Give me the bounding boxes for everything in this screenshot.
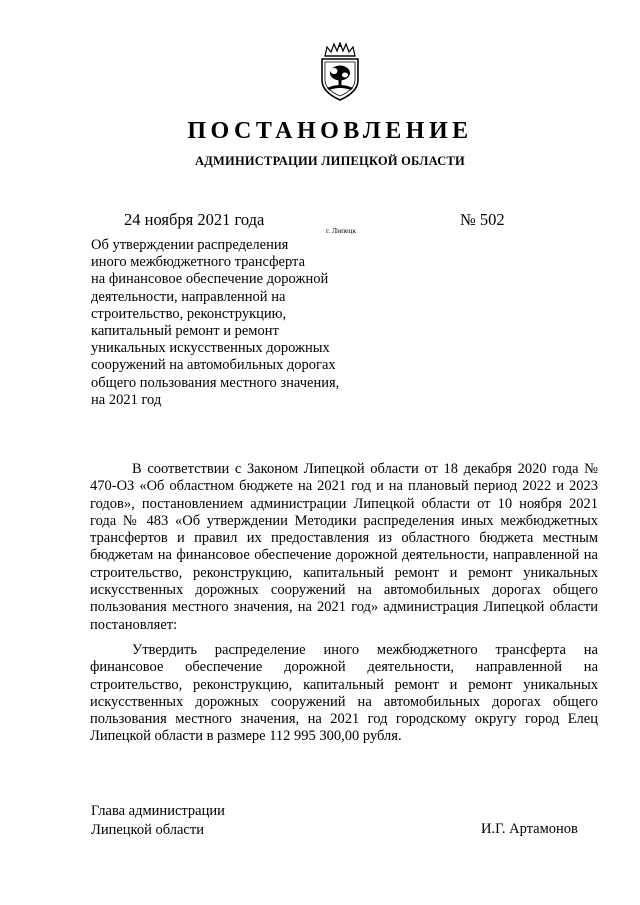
subject-line: общего пользования местного значения, (91, 374, 340, 391)
document-subject (91, 237, 371, 409)
subject-line: уникальных искусственных дорожных (91, 340, 330, 357)
signatory-position (91, 802, 225, 839)
subject-line: иного межбюджетного трансферта (91, 254, 306, 271)
signatory-position-line: Липецкой области (91, 821, 204, 838)
document-date: 24 ноября 2021 года (124, 210, 265, 229)
subject-line: Об утверждении распределения (91, 237, 289, 253)
subject-line: строительство, реконструкцию, (91, 305, 287, 322)
subject-line: на финансовое обеспечение дорожной (91, 271, 329, 288)
subject-line: капитальный ремонт и ремонт (91, 323, 279, 340)
signatory-position-line: Глава администрации (91, 803, 225, 819)
subject-line: на 2021 год (91, 391, 162, 408)
document-title: ПОСТАНОВЛЕНИЕ (187, 118, 473, 144)
subject-line: деятельности, направленной на (91, 288, 286, 305)
signatory-name: И.Г. Артамонов (481, 821, 578, 837)
document-number: № 502 (460, 210, 505, 229)
body-paragraph-resolution: Утвердить распределение иного межбюджетного трансферта на финансовое обеспечение дорожной деятельности, направленной на строительство, реконструкцию, капитальный ремонт и ремонт уникальных искусственных дорожных сооружений на автомобильных дорогах общего пользования местного значения, на 2021 год городскому округу город Елец Липецкой области в размере 112 995 300,00 рубля. (90, 642, 598, 745)
document-city: г. Липецк (326, 226, 357, 235)
body-paragraph-preamble: В соответствии с Законом Липецкой области от 18 декабря 2020 года № 470-ОЗ «Об областном бюджете на 2021 год и на плановый период 2022 и 2023 годов», постановлением администрации Липецкой области от 10 ноября 2021 года № 483 «Об утверждении Методики распределения иных межбюджетных трансфертов и правил их предоставления из областного бюджета местным бюджетам на финансовое обеспечение дорожной деятельности, направленной на строительство, реконструкцию, капитальный ремонт и ремонт уникальных искусственных дорожных сооружений на автомобильных дорогах общего пользования местного значения, на 2021 год» администрация Липецкой области постановляет: (90, 461, 598, 633)
document-subtitle: АДМИНИСТРАЦИИ ЛИПЕЦКОЙ ОБЛАСТИ (195, 154, 465, 168)
subject-line: сооружений на автомобильных дорогах (91, 357, 336, 374)
lipetsk-coat-of-arms-icon (316, 42, 364, 102)
